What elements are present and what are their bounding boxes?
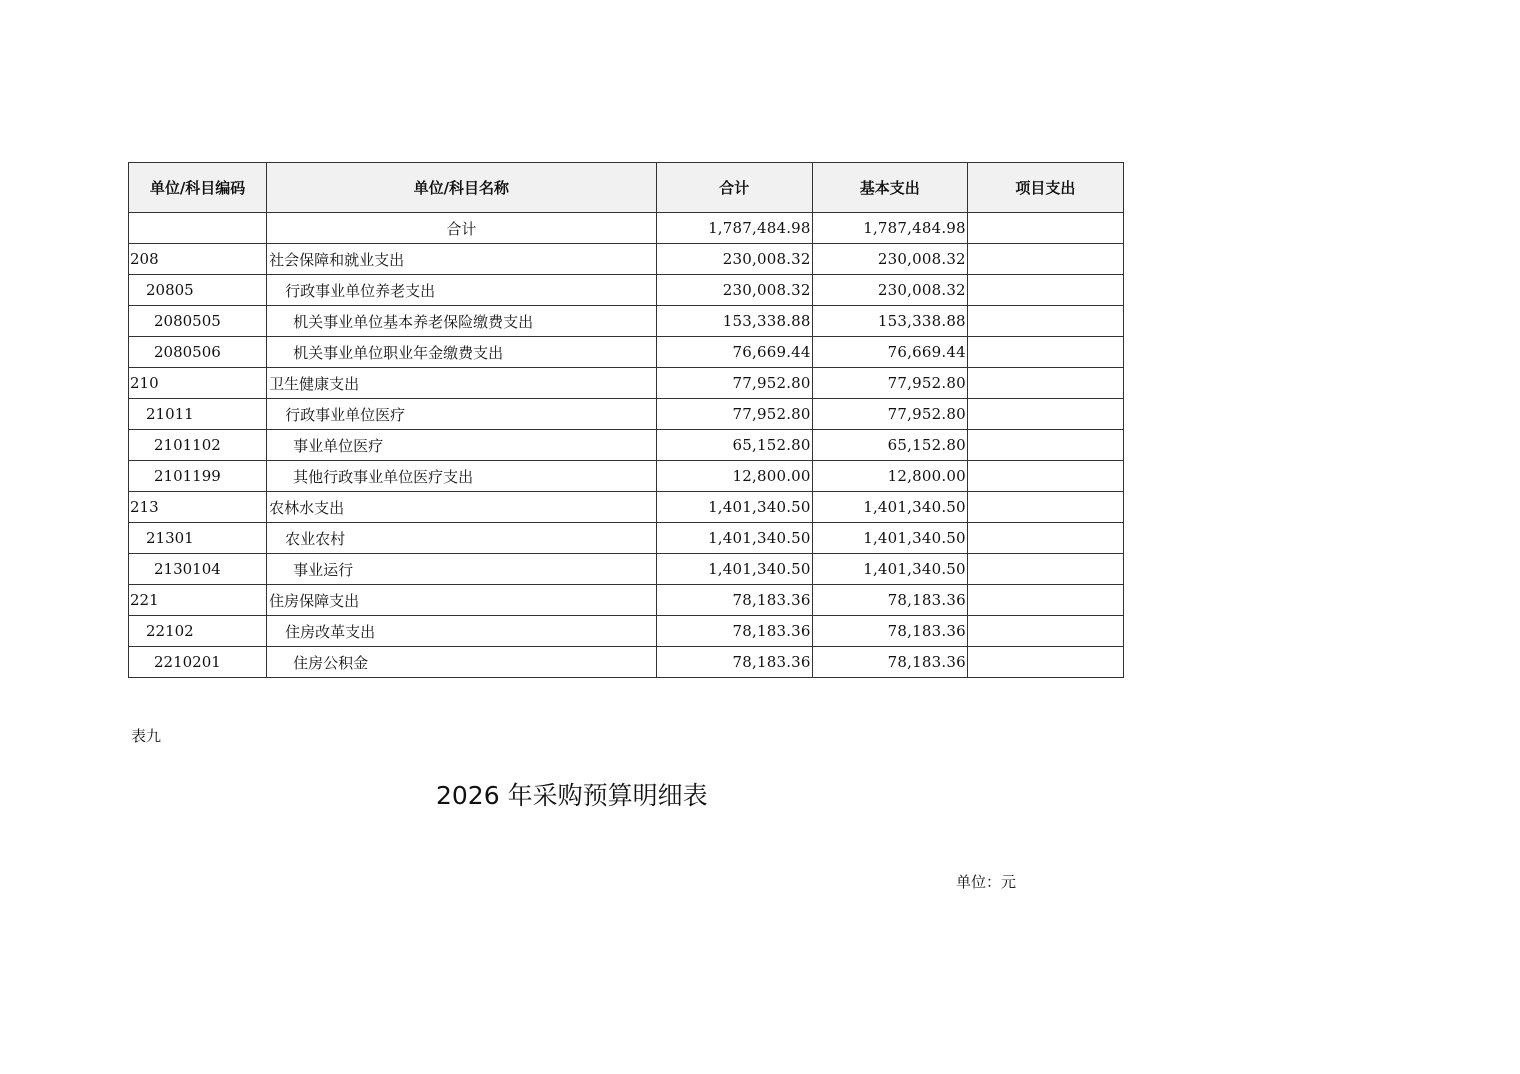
- cell-project: [967, 337, 1123, 368]
- table-number-label: 表九: [131, 727, 162, 745]
- cell-total: 230,008.32: [656, 244, 812, 275]
- cell-basic: 78,183.36: [812, 585, 967, 616]
- header-project: 项目支出: [967, 163, 1123, 213]
- cell-code: 221: [129, 585, 267, 616]
- cell-total: 77,952.80: [656, 368, 812, 399]
- document-title: 2026 年采购预算明细表: [436, 781, 708, 810]
- cell-basic: 78,183.36: [812, 616, 967, 647]
- unit-label: 单位：元: [956, 873, 1017, 891]
- cell-code: 210: [129, 368, 267, 399]
- cell-basic: 1,401,340.50: [812, 554, 967, 585]
- table-row: [129, 275, 1124, 306]
- cell-code: 2101199: [129, 461, 267, 492]
- total-basic: 1,787,484.98: [812, 213, 967, 244]
- cell-project: [967, 554, 1123, 585]
- cell-name: 卫生健康支出: [267, 368, 656, 399]
- cell-project: [967, 306, 1123, 337]
- cell-code: 21301: [129, 523, 267, 554]
- total-total: 1,787,484.98: [656, 213, 812, 244]
- table-header-row: [129, 163, 1124, 213]
- cell-project: [967, 461, 1123, 492]
- cell-total: 1,401,340.50: [656, 523, 812, 554]
- cell-code: 2210201: [129, 647, 267, 678]
- cell-code: 22102: [129, 616, 267, 647]
- table-row: [129, 616, 1124, 647]
- cell-name: 事业单位医疗: [267, 430, 656, 461]
- table-row: [129, 492, 1124, 523]
- cell-project: [967, 368, 1123, 399]
- cell-project: [967, 244, 1123, 275]
- total-row: [129, 213, 1124, 244]
- cell-total: 12,800.00: [656, 461, 812, 492]
- total-code: [129, 213, 267, 244]
- total-project: [967, 213, 1123, 244]
- cell-project: [967, 492, 1123, 523]
- table-row: [129, 337, 1124, 368]
- cell-name: 住房保障支出: [267, 585, 656, 616]
- cell-code: 213: [129, 492, 267, 523]
- cell-basic: 65,152.80: [812, 430, 967, 461]
- table-row: [129, 585, 1124, 616]
- cell-code: 20805: [129, 275, 267, 306]
- cell-code: 2130104: [129, 554, 267, 585]
- cell-project: [967, 523, 1123, 554]
- cell-basic: 1,401,340.50: [812, 492, 967, 523]
- table-row: [129, 647, 1124, 678]
- cell-basic: 1,401,340.50: [812, 523, 967, 554]
- table-body: [129, 213, 1124, 678]
- header-name: 单位/科目名称: [267, 163, 656, 213]
- cell-basic: 12,800.00: [812, 461, 967, 492]
- cell-basic: 230,008.32: [812, 275, 967, 306]
- cell-total: 153,338.88: [656, 306, 812, 337]
- cell-project: [967, 616, 1123, 647]
- table-row: [129, 399, 1124, 430]
- cell-name: 行政事业单位医疗: [267, 399, 656, 430]
- cell-total: 76,669.44: [656, 337, 812, 368]
- cell-project: [967, 585, 1123, 616]
- cell-total: 78,183.36: [656, 585, 812, 616]
- table-row: [129, 306, 1124, 337]
- cell-basic: 153,338.88: [812, 306, 967, 337]
- table-row: [129, 523, 1124, 554]
- cell-project: [967, 647, 1123, 678]
- cell-total: 1,401,340.50: [656, 554, 812, 585]
- header-basic: 基本支出: [812, 163, 967, 213]
- table-row: [129, 554, 1124, 585]
- cell-project: [967, 399, 1123, 430]
- cell-name: 社会保障和就业支出: [267, 244, 656, 275]
- total-name: 合计: [267, 213, 656, 244]
- cell-total: 78,183.36: [656, 616, 812, 647]
- cell-code: 2101102: [129, 430, 267, 461]
- table-row: [129, 244, 1124, 275]
- cell-name: 农林水支出: [267, 492, 656, 523]
- cell-name: 住房改革支出: [267, 616, 656, 647]
- cell-basic: 77,952.80: [812, 368, 967, 399]
- cell-name: 机关事业单位基本养老保险缴费支出: [267, 306, 656, 337]
- cell-name: 农业农村: [267, 523, 656, 554]
- table-row: [129, 368, 1124, 399]
- budget-table: [128, 162, 1124, 678]
- cell-code: 2080506: [129, 337, 267, 368]
- header-code: 单位/科目编码: [129, 163, 267, 213]
- cell-total: 78,183.36: [656, 647, 812, 678]
- cell-project: [967, 430, 1123, 461]
- cell-total: 65,152.80: [656, 430, 812, 461]
- cell-code: 21011: [129, 399, 267, 430]
- cell-total: 1,401,340.50: [656, 492, 812, 523]
- cell-code: 208: [129, 244, 267, 275]
- header-total: 合计: [656, 163, 812, 213]
- cell-basic: 77,952.80: [812, 399, 967, 430]
- table-row: [129, 461, 1124, 492]
- cell-name: 住房公积金: [267, 647, 656, 678]
- cell-code: 2080505: [129, 306, 267, 337]
- cell-name: 行政事业单位养老支出: [267, 275, 656, 306]
- cell-name: 事业运行: [267, 554, 656, 585]
- cell-basic: 230,008.32: [812, 244, 967, 275]
- cell-basic: 78,183.36: [812, 647, 967, 678]
- cell-total: 230,008.32: [656, 275, 812, 306]
- cell-name: 机关事业单位职业年金缴费支出: [267, 337, 656, 368]
- cell-basic: 76,669.44: [812, 337, 967, 368]
- cell-name: 其他行政事业单位医疗支出: [267, 461, 656, 492]
- cell-total: 77,952.80: [656, 399, 812, 430]
- table-row: [129, 430, 1124, 461]
- cell-project: [967, 275, 1123, 306]
